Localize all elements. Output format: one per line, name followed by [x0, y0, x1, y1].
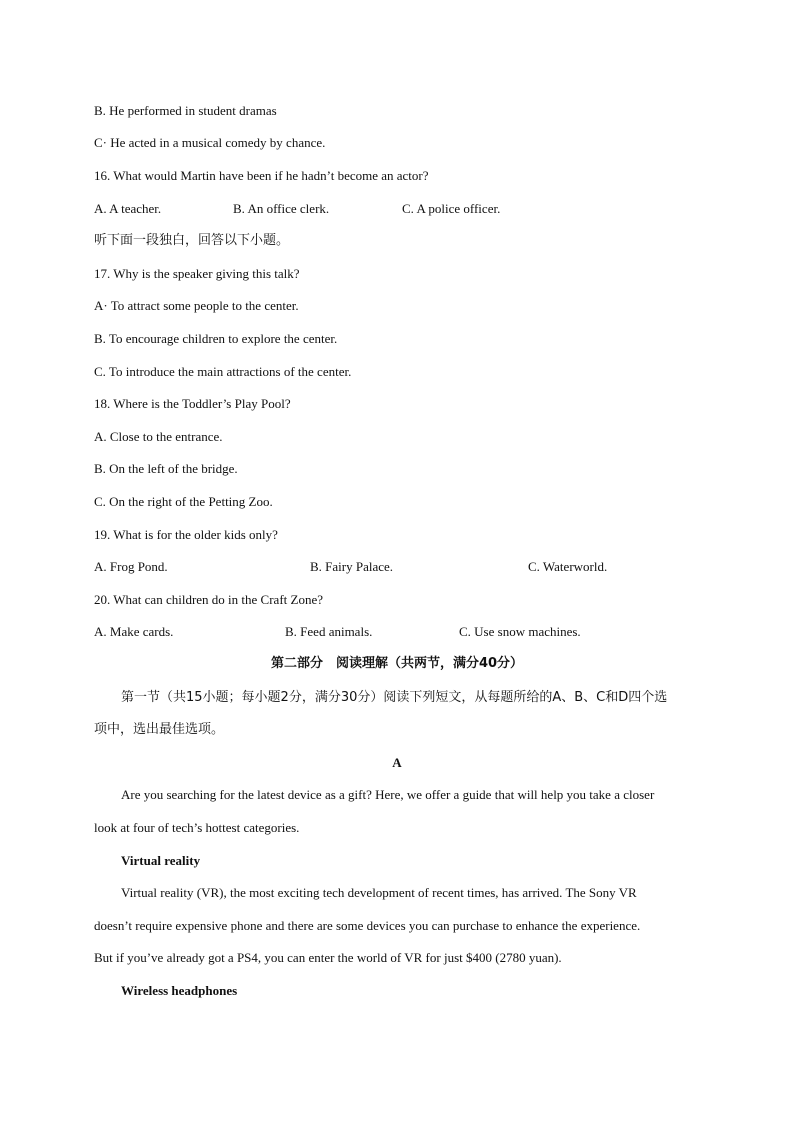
passage-intro-line1: Are you searching for the latest device as a gift? Here, we offer a guide that will help you take a closer	[121, 787, 655, 802]
q16-option-c: C. A police officer.	[402, 201, 501, 216]
q16-option-b: B. An office clerk.	[233, 201, 330, 216]
vr-paragraph-line3: But if you’ve already got a PS4, you can enter the world of VR for just $400 (2780 yuan).	[94, 950, 562, 965]
passage-intro-line2: look at four of tech’s hottest categories.	[94, 820, 300, 835]
q19-option-a: A. Frog Pond.	[94, 559, 168, 574]
q15-option-b: B. He performed in student dramas	[94, 103, 277, 118]
q16-question: 16. What would Martin have been if he hadn’t become an actor?	[94, 168, 429, 183]
q20-option-c: C. Use snow machines.	[459, 624, 581, 639]
monologue-instruction: 听下面一段独白，回答以下小题。	[94, 233, 290, 248]
q18-question: 18. Where is the Toddler’s Play Pool?	[94, 396, 291, 411]
part2-title: 第二部分 阅读理解（共两节，满分40分）	[270, 656, 524, 671]
section1-instruction-line1: 第一节（共15小题；每小题2分，满分30分）阅读下列短文，从每题所给的A、B、C和D四个选	[121, 690, 668, 705]
q18-option-c: C. On the right of the Petting Zoo.	[94, 494, 273, 509]
q18-option-a: A. Close to the entrance.	[94, 429, 223, 444]
q18-option-b: B. On the left of the bridge.	[94, 461, 238, 476]
q19-option-c: C. Waterworld.	[528, 559, 608, 574]
vr-paragraph-line1: Virtual reality (VR), the most exciting tech development of recent times, has arrived. The Sony VR	[121, 885, 637, 900]
q20-option-a: A. Make cards.	[94, 624, 174, 639]
section1-instruction-line2: 项中，选出最佳选项。	[94, 722, 225, 737]
q15-option-c: C· He acted in a musical comedy by chance.	[94, 135, 326, 150]
q19-question: 19. What is for the older kids only?	[94, 527, 278, 542]
q17-option-c: C. To introduce the main attractions of the center.	[94, 364, 352, 379]
q17-option-a: A· To attract some people to the center.	[94, 298, 299, 313]
heading-virtual-reality: Virtual reality	[121, 853, 201, 868]
q19-option-b: B. Fairy Palace.	[310, 559, 394, 574]
q16-option-a: A. A teacher.	[94, 201, 162, 216]
q20-question: 20. What can children do in the Craft Zone?	[94, 592, 323, 607]
q17-option-b: B. To encourage children to explore the center.	[94, 331, 338, 346]
heading-wireless-headphones: Wireless headphones	[121, 983, 238, 998]
passage-label: A	[392, 755, 402, 770]
q20-option-b: B. Feed animals.	[285, 624, 373, 639]
vr-paragraph-line2: doesn’t require expensive phone and there are some devices you can purchase to enhance the experience.	[94, 918, 641, 933]
q17-question: 17. Why is the speaker giving this talk?	[94, 266, 300, 281]
